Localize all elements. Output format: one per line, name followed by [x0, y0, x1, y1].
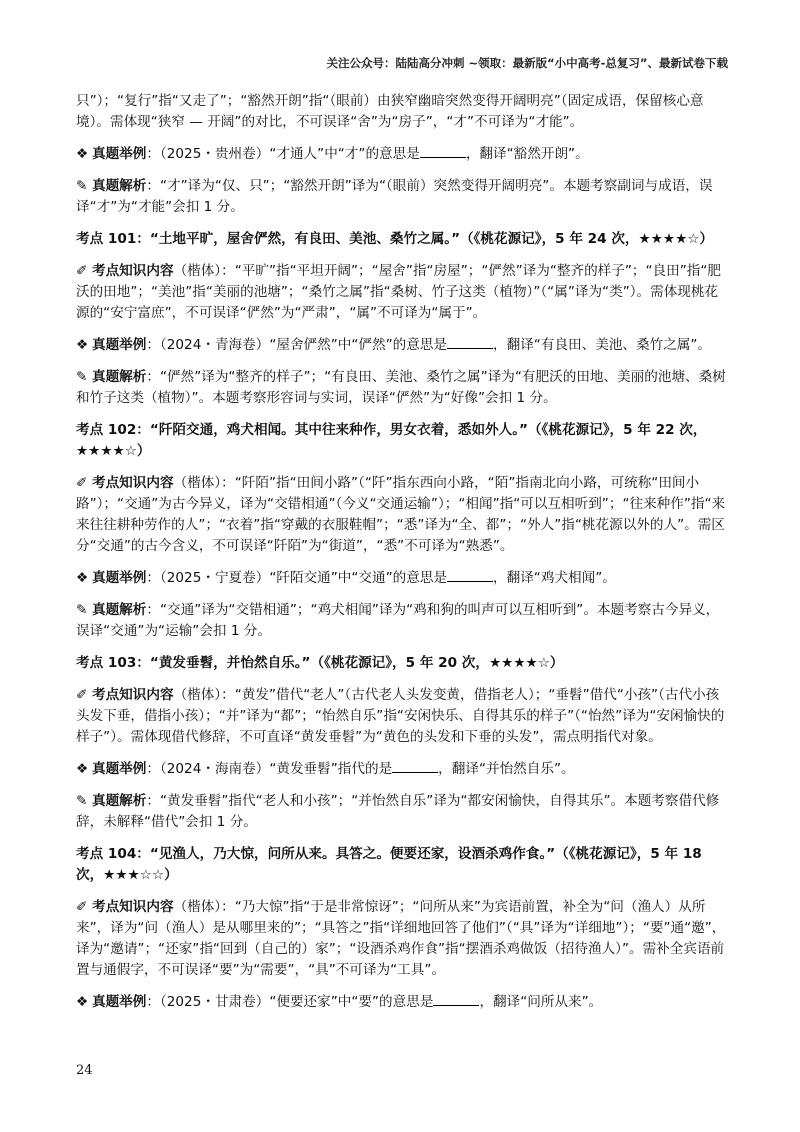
- example-label: 真题举例: [92, 337, 147, 353]
- knowledge-label: 考点知识内容: [92, 687, 174, 703]
- answer-blank: [392, 760, 438, 773]
- knowledge-104: ✐ 考点知识内容（楷体）：“乃大惊”指“于是非常惊讶”；“问所从来”为宾语前置，补全为“问（渔人）从所来”，译为“问（渔人）是从哪里来的”；“具答之”指“详细地回答了他们”（“具”译为“详细地”）；“要”通“邀”，译为“邀请”；“还家”指“回到（自己的）家”；“设酒杀鸡作食”指“摆酒杀鸡做饭（招待渔人）”。需补全宾语前置与通假字，不可误译“要”为“需要”，“具”不可译为“工具”。: [76, 899, 726, 978]
- analysis-label: 真题解析: [92, 178, 147, 194]
- analysis-label: 真题解析: [92, 602, 147, 618]
- analysis-100: ✎ 真题解析：“才”译为“仅、只”；“豁然开朗”译为“（眼前）突然变得开阔明亮”。本题考察副词与成语，误译“才”为“才能”会扣 1 分。: [76, 178, 713, 215]
- answer-blank: [447, 569, 493, 582]
- example-102: ❖ 真题举例：（2025・宁夏卷）“阡陌交通”中“交通”的意思是 ，翻译“鸡犬相闻”。: [76, 568, 728, 589]
- knowledge-label: 考点知识内容: [92, 475, 174, 491]
- kaodian-101-title: 考点 101：“土地平旷，屋舍俨然，有良田、美池、桑竹之属。”（《桃花源记》，5 年 24 次，★★★★☆）: [76, 231, 714, 247]
- kaodian-104-title: 考点 104：“见渔人，乃大惊，问所从来。具答之。便要还家，设酒杀鸡作食。”（《桃花源记》，5 年 18 次，★★★☆☆）: [76, 846, 702, 883]
- document-body: [76, 91, 728, 1024]
- pencil-icon: ✎: [76, 793, 88, 809]
- analysis-label: 真题解析: [92, 793, 147, 809]
- answer-blank: [420, 145, 466, 158]
- paragraph-continued: 只”）；“复行”指“又走了”；“豁然开朗”指“（眼前）由狭窄幽暗突然变得开阔明亮”（固定成语，保留核心意境）。需体现“狭窄 — 开阔”的对比，不可误译“舍”为“房子”，“才”不可译为“才能”。: [76, 93, 704, 130]
- knowledge-103: ✐ 考点知识内容（楷体）：“黄发”借代“老人”（古代老人头发变黄，借指老人）；“垂髫”借代“小孩”（古代小孩头发下垂，借指小孩）；“并”译为“都”；“怡然自乐”指“安闲快乐、自得其乐的样子”（“怡然”译为“安闲愉快的样子”）。需体现借代修辞，不可直译“黄发垂髫”为“黄色的头发和下垂的头发”，需点明指代对象。: [76, 687, 725, 745]
- example-label: 真题举例: [92, 146, 147, 162]
- pencil-crayon-icon: ✐: [76, 899, 88, 915]
- analysis-102: ✎ 真题解析：“交通”译为“交错相通”；“鸡犬相闻”译为“鸡和狗的叫声可以互相听到”。本题考察古今异义，误译“交通”为“运输”会扣 1 分。: [76, 602, 720, 639]
- pencil-icon: ✎: [76, 178, 88, 194]
- pencil-icon: ✎: [76, 369, 88, 385]
- analysis-103: ✎ 真题解析：“黄发垂髫”指代“老人和小孩”；“并怡然自乐”译为“都安闲愉快，自得其乐”。本题考察借代修辞，未解释“借代”会扣 1 分。: [76, 793, 720, 830]
- answer-blank: [447, 336, 493, 349]
- pencil-crayon-icon: ✐: [76, 687, 88, 703]
- kaodian-102-title: 考点 102：“阡陌交通，鸡犬相闻。其中往来种作，男女衣着，悉如外人。”（《桃花源记》，5 年 22 次，★★★★☆）: [76, 422, 707, 459]
- diamond-bullet-icon: ❖: [76, 570, 89, 586]
- example-103: ❖ 真题举例：（2024・海南卷）“黄发垂髫”指代的是 ，翻译“并怡然自乐”。: [76, 759, 728, 780]
- diamond-bullet-icon: ❖: [76, 761, 89, 777]
- example-label: 真题举例: [92, 570, 147, 586]
- pencil-crayon-icon: ✐: [76, 475, 88, 491]
- knowledge-102: ✐ 考点知识内容（楷体）：“阡陌”指“田间小路”（“阡”指东西向小路，“陌”指南北向小路，可统称“田间小路”）；“交通”为古今异义，译为“交错相通”（今义“交通运输”）；“相闻”指“可以互相听到”；“往来种作”指“来来往往耕种劳作的人”；“衣着”指“穿戴的衣服鞋帽”；“悉”译为“全、都”；“外人”指“桃花源以外的人”。需区分“交通”的古今含义，不可误译“阡陌”为“街道”，“悉”不可译为“熟悉”。: [76, 475, 726, 554]
- example-label: 真题举例: [92, 761, 147, 777]
- diamond-bullet-icon: ❖: [76, 146, 89, 162]
- page-number: 24: [76, 1063, 93, 1078]
- example-104: ❖ 真题举例：（2025・甘肃卷）“便要还家”中“要”的意思是 ，翻译“问所从来”。: [76, 992, 728, 1013]
- page-header: 关注公众号：陆陆高分冲刺 ~领取：最新版“小中高考-总复习”、最新试卷下载: [326, 56, 728, 70]
- analysis-101: ✎ 真题解析：“俨然”译为“整齐的样子”；“有良田、美池、桑竹之属”译为“有肥沃的田地、美丽的池塘、桑树和竹子这类（植物）”。本题考察形容词与实词，误译“俨然”为“好像”会扣 1 分。: [76, 369, 726, 406]
- example-label: 真题举例: [92, 994, 147, 1010]
- knowledge-label: 考点知识内容: [92, 263, 174, 279]
- pencil-crayon-icon: ✐: [76, 263, 88, 279]
- knowledge-label: 考点知识内容: [92, 899, 174, 915]
- knowledge-101: ✐ 考点知识内容（楷体）：“平旷”指“平坦开阔”；“屋舍”指“房屋”；“俨然”译为“整齐的样子”；“良田”指“肥沃的田地”；“美池”指“美丽的池塘”；“桑竹之属”指“桑树、竹子这类（植物）”（“属”译为“类”）。需体现桃花源的“安宁富庶”，不可误译“俨然”为“严肃”，“属”不可译为“属于”。: [76, 263, 721, 321]
- example-100: ❖ 真题举例：（2025・贵州卷）“才通人”中“才”的意思是 ，翻译“豁然开朗”。: [76, 144, 728, 165]
- example-101: ❖ 真题举例：（2024・青海卷）“屋舍俨然”中“俨然”的意思是 ，翻译“有良田、美池、桑竹之属”。: [76, 335, 728, 356]
- diamond-bullet-icon: ❖: [76, 337, 89, 353]
- analysis-label: 真题解析: [92, 369, 147, 385]
- answer-blank: [433, 993, 479, 1006]
- pencil-icon: ✎: [76, 602, 88, 618]
- diamond-bullet-icon: ❖: [76, 994, 89, 1010]
- kaodian-103-title: 考点 103：“黄发垂髫，并怡然自乐。”（《桃花源记》，5 年 20 次，★★★★☆）: [76, 655, 564, 671]
